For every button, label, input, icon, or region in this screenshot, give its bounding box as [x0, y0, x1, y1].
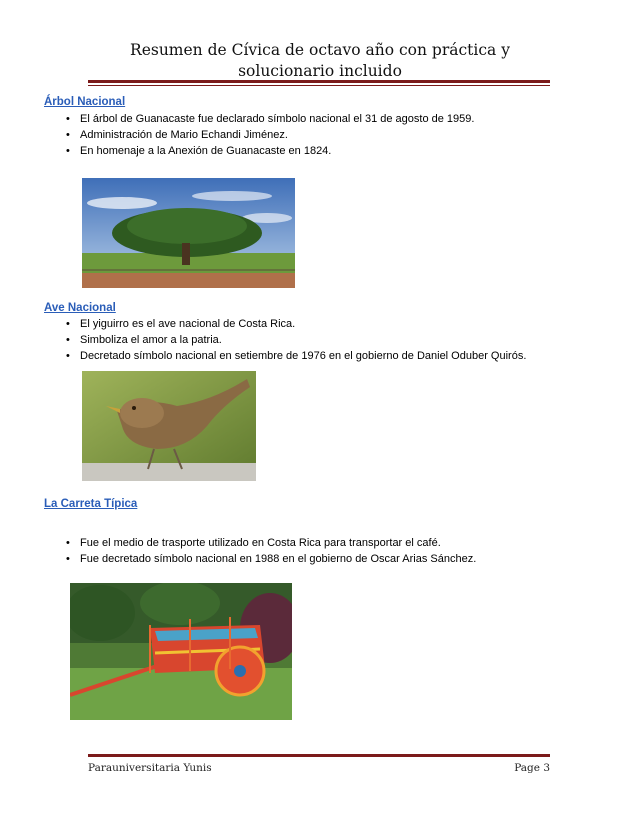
- list-item: • Fue decretado símbolo nacional en 1988 en el gobierno de Oscar Arias Sánchez.: [66, 551, 476, 567]
- list-item: • Simboliza el amor a la patria.: [66, 332, 526, 348]
- bullet-list-carreta: [66, 535, 476, 567]
- list-item: • En homenaje a la Anexión de Guanacaste en 1824.: [66, 143, 474, 159]
- guanacaste-tree-photo: [82, 178, 295, 288]
- footer-rule-thick: [88, 754, 550, 757]
- section-title-ave: Ave Nacional: [44, 302, 116, 314]
- yiguirro-bird-photo: [82, 371, 256, 481]
- list-item: • Fue el medio de trasporte utilizado en Costa Rica para transportar el café.: [66, 535, 476, 551]
- carreta-photo: [70, 583, 292, 720]
- header-rule-thin: [88, 85, 550, 86]
- list-item: • El yiguirro es el ave nacional de Costa Rica.: [66, 316, 526, 332]
- list-item: • Decretado símbolo nacional en setiembre de 1976 en el gobierno de Daniel Oduber Quirós.: [66, 348, 526, 364]
- footer-page-number: Page 3: [514, 762, 550, 774]
- bullet-list-arbol: [66, 111, 474, 159]
- header-rule-thick: [88, 80, 550, 83]
- list-item: • Administración de Mario Echandi Jiménez.: [66, 127, 474, 143]
- section-title-carreta: La Carreta Típica: [44, 498, 138, 510]
- page-header-title: Resumen de Cívica de octavo año con práctica y solucionario incluido: [130, 41, 510, 80]
- footer-author: Parauniversitaria Yunis: [88, 762, 212, 774]
- section-title-arbol: Árbol Nacional: [44, 96, 126, 108]
- bullet-list-ave: [66, 316, 526, 364]
- list-item: • El árbol de Guanacaste fue declarado símbolo nacional el 31 de agosto de 1959.: [66, 111, 474, 127]
